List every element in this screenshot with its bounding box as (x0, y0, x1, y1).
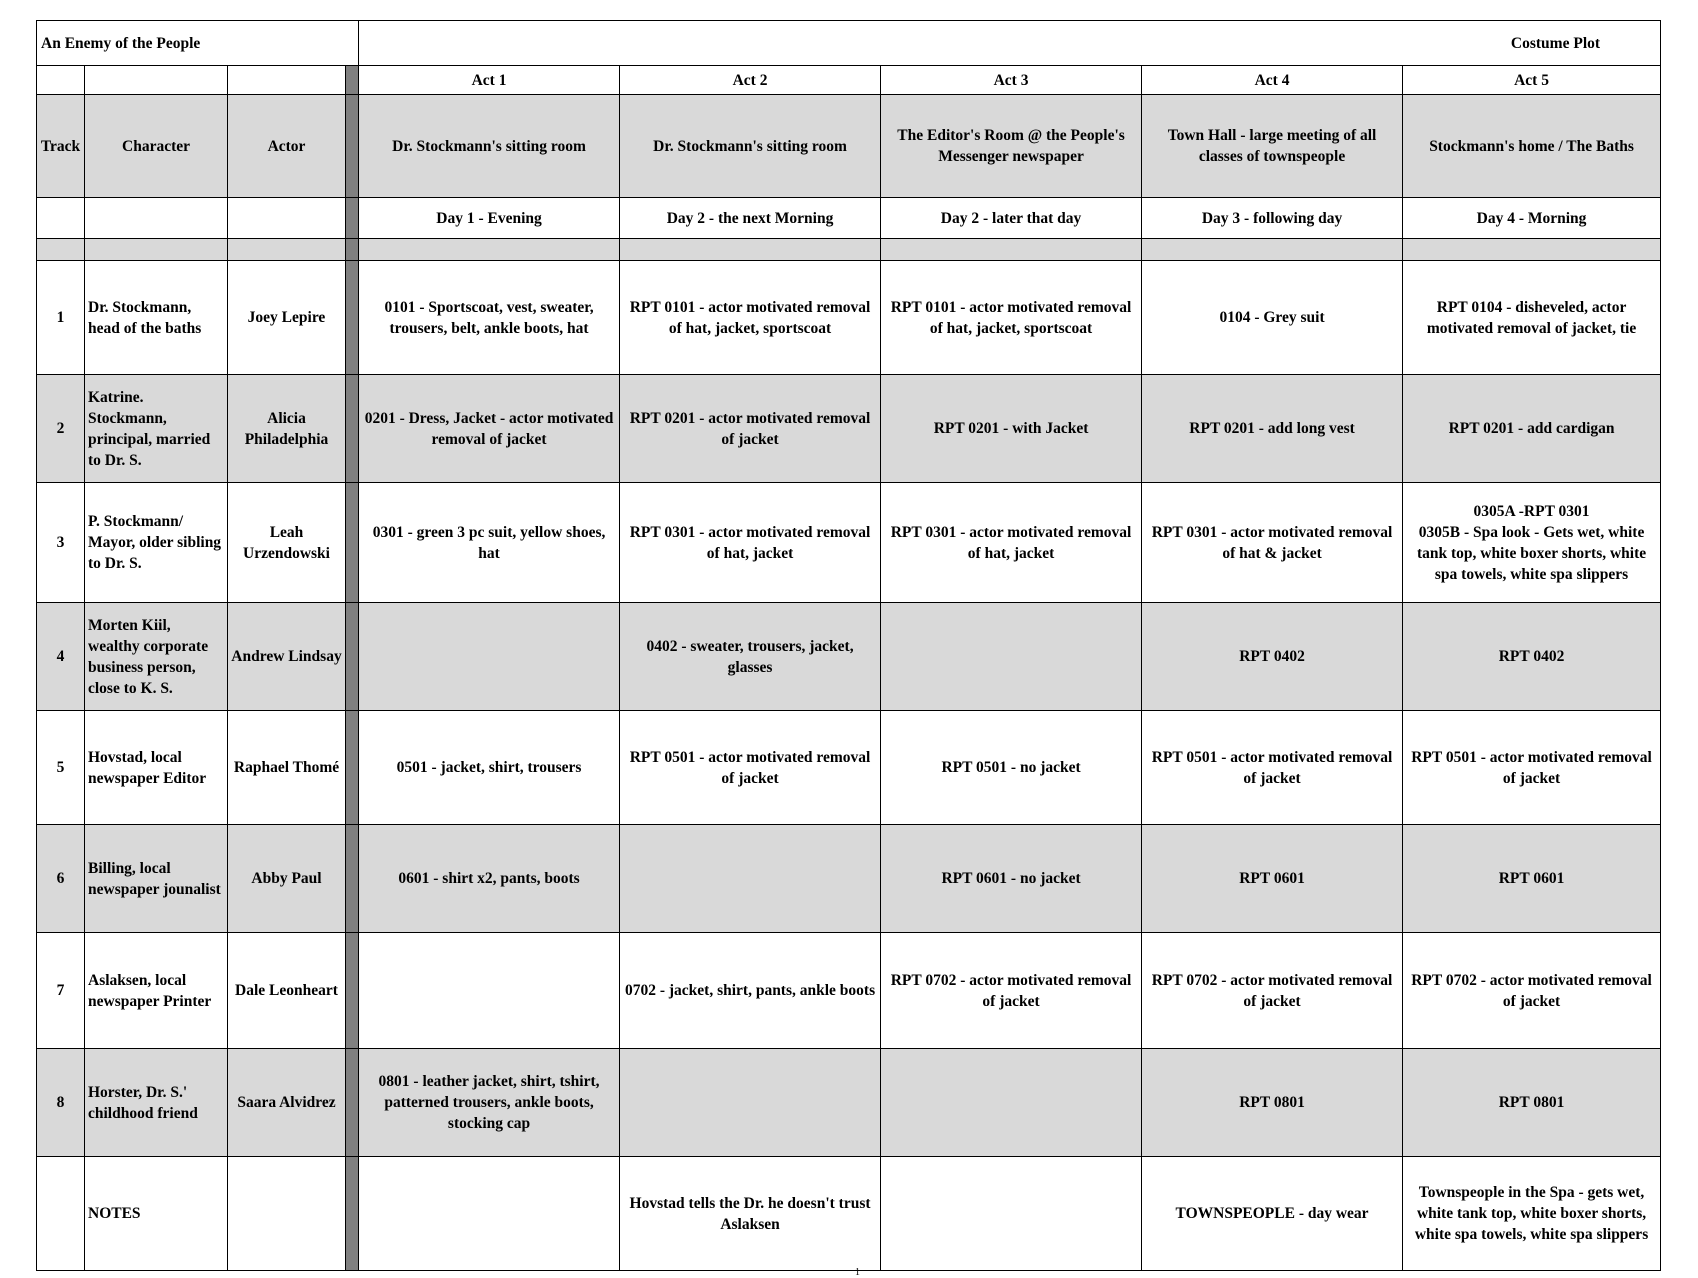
day-header-row (37, 198, 1661, 239)
costume-cell (881, 1157, 1142, 1271)
table-row (37, 825, 1661, 933)
spacer-cell (620, 239, 881, 261)
page-title: An Enemy of the People (37, 21, 359, 66)
track-cell: 3 (37, 483, 85, 603)
costume-rows (37, 261, 1661, 1271)
location-cell: The Editor's Room @ the People's Messenger newspaper (881, 95, 1142, 198)
separator-column (346, 198, 359, 239)
day-cell: Day 1 - Evening (359, 198, 620, 239)
day-cell: Day 2 - the next Morning (620, 198, 881, 239)
costume-cell (359, 933, 620, 1049)
actor-cell: Raphael Thomé (228, 711, 346, 825)
costume-cell (620, 1049, 881, 1157)
table-row (37, 483, 1661, 603)
costume-cell: 0101 - Sportscoat, vest, sweater, trousers, belt, ankle boots, hat (359, 261, 620, 375)
separator-column (346, 483, 359, 603)
costume-cell (881, 603, 1142, 711)
costume-cell: RPT 0101 - actor motivated removal of hat, jacket, sportscoat (620, 261, 881, 375)
act-header-row (37, 66, 1661, 95)
spacer-cell (1403, 239, 1661, 261)
costume-cell: RPT 0601 - no jacket (881, 825, 1142, 933)
day-cell: Day 2 - later that day (881, 198, 1142, 239)
costume-cell: RPT 0601 (1403, 825, 1661, 933)
actor-cell: Leah Urzendowski (228, 483, 346, 603)
costume-cell: RPT 0501 - actor motivated removal of jacket (1403, 711, 1661, 825)
costume-cell (620, 825, 881, 933)
table-row (37, 711, 1661, 825)
actor-cell: Andrew Lindsay (228, 603, 346, 711)
notes-row (37, 1157, 1661, 1271)
costume-cell: 0402 - sweater, trousers, jacket, glasses (620, 603, 881, 711)
track-header: Track (37, 95, 85, 198)
character-cell: Hovstad, local newspaper Editor (85, 711, 228, 825)
character-cell: Billing, local newspaper jounalist (85, 825, 228, 933)
act-header: Act 2 (620, 66, 881, 95)
costume-cell: 0601 - shirt x2, pants, boots (359, 825, 620, 933)
track-cell: 4 (37, 603, 85, 711)
separator-column (346, 95, 359, 198)
table-row (37, 603, 1661, 711)
spacer-cell (37, 239, 85, 261)
character-cell: Horster, Dr. S.' childhood friend (85, 1049, 228, 1157)
actor-cell: Saara Alvidrez (228, 1049, 346, 1157)
act-header: Act 3 (881, 66, 1142, 95)
act-header: Act 4 (1142, 66, 1403, 95)
costume-cell: TOWNSPEOPLE - day wear (1142, 1157, 1403, 1271)
costume-cell: RPT 0702 - actor motivated removal of jacket (881, 933, 1142, 1049)
actor-cell: Dale Leonheart (228, 933, 346, 1049)
act-header: Act 1 (359, 66, 620, 95)
table-row (37, 933, 1661, 1049)
costume-plot-table (36, 20, 1661, 1271)
track-cell: 6 (37, 825, 85, 933)
location-cell: Dr. Stockmann's sitting room (620, 95, 881, 198)
costume-cell: RPT 0601 (1142, 825, 1403, 933)
costume-cell: RPT 0201 - with Jacket (881, 375, 1142, 483)
costume-cell: Hovstad tells the Dr. he doesn't trust Aslaksen (620, 1157, 881, 1271)
costume-cell: 0801 - leather jacket, shirt, tshirt, patterned trousers, ankle boots, stocking cap (359, 1049, 620, 1157)
page-subtitle: Costume Plot (359, 21, 1661, 66)
separator-column (346, 66, 359, 95)
table-row (37, 1049, 1661, 1157)
spacer-cell (881, 239, 1142, 261)
costume-cell: RPT 0702 - actor motivated removal of jacket (1142, 933, 1403, 1049)
track-cell (37, 1157, 85, 1271)
costume-cell: RPT 0104 - disheveled, actor motivated removal of jacket, tie (1403, 261, 1661, 375)
act-header-blank (85, 66, 228, 95)
character-cell: Morten Kiil, wealthy corporate business person, close to K. S. (85, 603, 228, 711)
character-cell: Dr. Stockmann, head of the baths (85, 261, 228, 375)
costume-cell: 0501 - jacket, shirt, trousers (359, 711, 620, 825)
costume-cell: Townspeople in the Spa - gets wet, white tank top, white boxer shorts, white spa towels, white spa slippers (1403, 1157, 1661, 1271)
location-cell: Stockmann's home / The Baths (1403, 95, 1661, 198)
separator-column (346, 239, 359, 261)
title-row (37, 21, 1661, 66)
costume-cell: RPT 0402 (1403, 603, 1661, 711)
character-cell: NOTES (85, 1157, 228, 1271)
character-header: Character (85, 95, 228, 198)
location-header-row (37, 95, 1661, 198)
track-cell: 5 (37, 711, 85, 825)
separator-column (346, 375, 359, 483)
separator-column (346, 1049, 359, 1157)
spacer-cell (228, 239, 346, 261)
spacer-cell (1142, 239, 1403, 261)
costume-cell: RPT 0801 (1142, 1049, 1403, 1157)
table-row (37, 375, 1661, 483)
actor-cell: Abby Paul (228, 825, 346, 933)
costume-cell: 0201 - Dress, Jacket - actor motivated removal of jacket (359, 375, 620, 483)
separator-column (346, 603, 359, 711)
track-cell: 2 (37, 375, 85, 483)
costume-cell (881, 1049, 1142, 1157)
costume-cell: RPT 0201 - actor motivated removal of jacket (620, 375, 881, 483)
actor-cell (228, 1157, 346, 1271)
character-cell: Katrine. Stockmann, principal, married to Dr. S. (85, 375, 228, 483)
costume-cell: RPT 0702 - actor motivated removal of jacket (1403, 933, 1661, 1049)
actor-header: Actor (228, 95, 346, 198)
actor-cell: Alicia Philadelphia (228, 375, 346, 483)
costume-cell: RPT 0501 - no jacket (881, 711, 1142, 825)
act-header-blank (37, 66, 85, 95)
day-cell: Day 4 - Morning (1403, 198, 1661, 239)
act-header-blank (228, 66, 346, 95)
costume-cell: RPT 0301 - actor motivated removal of hat, jacket (620, 483, 881, 603)
separator-column (346, 261, 359, 375)
costume-cell: RPT 0201 - add cardigan (1403, 375, 1661, 483)
costume-cell: RPT 0201 - add long vest (1142, 375, 1403, 483)
table-row (37, 261, 1661, 375)
costume-cell (359, 603, 620, 711)
day-cell: Day 3 - following day (1142, 198, 1403, 239)
track-cell: 7 (37, 933, 85, 1049)
character-cell: P. Stockmann/ Mayor, older sibling to Dr. S. (85, 483, 228, 603)
track-cell: 1 (37, 261, 85, 375)
character-cell: Aslaksen, local newspaper Printer (85, 933, 228, 1049)
page-number: 1 (855, 1267, 860, 1278)
costume-cell (359, 1157, 620, 1271)
day-header-blank (228, 198, 346, 239)
separator-column (346, 711, 359, 825)
costume-cell: RPT 0101 - actor motivated removal of hat, jacket, sportscoat (881, 261, 1142, 375)
costume-cell: RPT 0501 - actor motivated removal of jacket (620, 711, 881, 825)
costume-cell: 0104 - Grey suit (1142, 261, 1403, 375)
location-cell: Town Hall - large meeting of all classes of townspeople (1142, 95, 1403, 198)
location-cell: Dr. Stockmann's sitting room (359, 95, 620, 198)
costume-cell: RPT 0301 - actor motivated removal of hat & jacket (1142, 483, 1403, 603)
costume-cell: 0702 - jacket, shirt, pants, ankle boots (620, 933, 881, 1049)
costume-cell: RPT 0501 - actor motivated removal of jacket (1142, 711, 1403, 825)
actor-cell: Joey Lepire (228, 261, 346, 375)
separator-column (346, 1157, 359, 1271)
costume-cell: 0301 - green 3 pc suit, yellow shoes, hat (359, 483, 620, 603)
track-cell: 8 (37, 1049, 85, 1157)
costume-cell: RPT 0402 (1142, 603, 1403, 711)
spacer-row (37, 239, 1661, 261)
separator-column (346, 933, 359, 1049)
costume-cell: RPT 0801 (1403, 1049, 1661, 1157)
day-header-blank (37, 198, 85, 239)
costume-cell: RPT 0301 - actor motivated removal of hat, jacket (881, 483, 1142, 603)
spacer-cell (359, 239, 620, 261)
costume-cell: 0305A -RPT 0301 0305B - Spa look - Gets wet, white tank top, white boxer shorts, white spa towels, white spa slippers (1403, 483, 1661, 603)
separator-column (346, 825, 359, 933)
act-header: Act 5 (1403, 66, 1661, 95)
day-header-blank (85, 198, 228, 239)
spacer-cell (85, 239, 228, 261)
